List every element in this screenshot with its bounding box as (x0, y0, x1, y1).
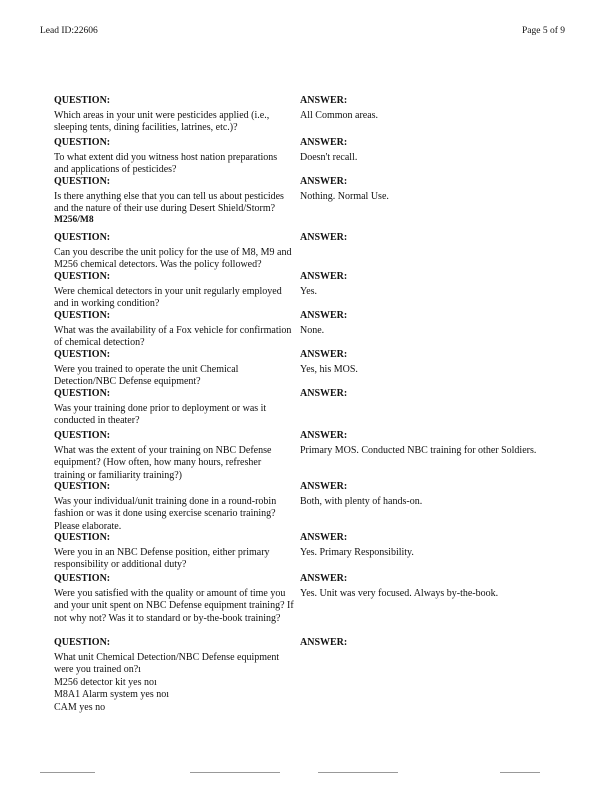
question-text: What was the availability of a Fox vehicle for confirmation of chemical detection? (54, 324, 292, 348)
answer-label: ANSWER: (300, 388, 348, 399)
answer-label: ANSWER: (300, 532, 348, 543)
question-block (54, 532, 294, 572)
answer-block (300, 271, 540, 298)
question-text: Was your training done prior to deployment or was it conducted in theater? (54, 402, 267, 426)
question-block (54, 137, 294, 177)
answer-block (300, 232, 540, 247)
answer-text: Yes, his MOS. (300, 363, 358, 375)
answer-block (300, 137, 540, 164)
question-block (54, 232, 294, 272)
question-block (54, 349, 294, 389)
answer-label: ANSWER: (300, 310, 348, 321)
question-text: What was the extent of your training on NBC Defense equipment? (How often, how many hours, refresher training or familiarity training?) (54, 444, 272, 481)
answer-label: ANSWER: (300, 232, 348, 243)
question-label: QUESTION: (54, 271, 111, 282)
question-text: Were you in an NBC Defense position, either primary responsibility or additional duty? (54, 546, 270, 570)
answer-label: ANSWER: (300, 637, 348, 648)
answer-text: None. (300, 324, 325, 336)
question-text: Which areas in your unit were pesticides applied (i.e., sleeping tents, dining facilities, latrines, etc.)? (54, 109, 270, 133)
question-label: QUESTION: (54, 430, 111, 441)
answer-label: ANSWER: (300, 137, 348, 148)
answer-label: ANSWER: (300, 430, 348, 441)
question-block (54, 637, 294, 714)
answer-block (300, 637, 540, 652)
question-block (54, 271, 294, 311)
answer-text: Yes. Primary Responsibility. (300, 546, 414, 558)
answer-block (300, 573, 540, 600)
answer-block (300, 388, 540, 403)
question-label: QUESTION: (54, 176, 111, 187)
question-block (54, 573, 294, 625)
question-label: QUESTION: (54, 137, 111, 148)
question-text: Was your individual/unit training done in a round-robin fashion or was it done using exercise scenario training? Please elaborate. (54, 495, 277, 532)
question-label: QUESTION: (54, 637, 111, 648)
question-label: QUESTION: (54, 532, 111, 543)
answer-text: Yes. (300, 285, 318, 297)
answer-block (300, 481, 540, 508)
question-label: QUESTION: (54, 388, 111, 399)
question-text: To what extent did you witness host nation preparations and applications of pesticides? (54, 151, 278, 175)
page-number: Page 5 of 9 (522, 26, 566, 36)
answer-block (300, 349, 540, 376)
answer-text: Doesn't recall. (300, 151, 358, 163)
question-block (54, 388, 294, 428)
question-label: QUESTION: (54, 232, 111, 243)
question-label: QUESTION: (54, 349, 111, 360)
answer-label: ANSWER: (300, 481, 348, 492)
answer-block (300, 176, 540, 203)
answer-block (300, 310, 540, 337)
answer-label: ANSWER: (300, 349, 348, 360)
question-block (54, 430, 294, 482)
answer-text: All Common areas. (300, 109, 379, 121)
question-text: Is there anything else that you can tell us about pesticides and the nature of their use during Desert Shield/Storm? (54, 190, 284, 214)
answer-label: ANSWER: (300, 176, 348, 187)
answer-block (300, 430, 540, 457)
question-text: Were you trained to operate the unit Chemical Detection/NBC Defense equipment? (54, 363, 239, 387)
answer-text: Nothing. Normal Use. (300, 190, 389, 202)
answer-text: Yes. Unit was very focused. Always by-the-book. (300, 587, 499, 599)
question-text: Were you satisfied with the quality or amount of time you and your unit spent on NBC Defense equipment training? If not why not? Was it to standard or by-the-book training? (54, 587, 294, 624)
answer-label: ANSWER: (300, 95, 348, 106)
question-text: Can you describe the unit policy for the use of M8, M9 and M256 chemical detectors. Was the policy followed? (54, 246, 292, 270)
question-block (54, 176, 294, 216)
answer-block (300, 95, 540, 122)
lead-id: Lead ID:22606 (40, 26, 98, 36)
question-block (54, 95, 294, 135)
section-heading: M256/M8 (54, 215, 94, 225)
question-block (54, 481, 294, 533)
question-label: QUESTION: (54, 573, 111, 584)
answer-text: Primary MOS. Conducted NBC training for other Soldiers. (300, 444, 537, 456)
question-text: What unit Chemical Detection/NBC Defense equipment were you trained on?ı M256 detector kit yes noı M8A1 Alarm system yes noı CAM yes no (54, 651, 280, 713)
question-label: QUESTION: (54, 481, 111, 492)
question-label: QUESTION: (54, 95, 111, 106)
answer-text: Both, with plenty of hands-on. (300, 495, 423, 507)
answer-label: ANSWER: (300, 271, 348, 282)
question-label: QUESTION: (54, 310, 111, 321)
question-text: Were chemical detectors in your unit regularly employed and in working condition? (54, 285, 282, 309)
answer-label: ANSWER: (300, 573, 348, 584)
question-block (54, 310, 294, 350)
answer-block (300, 532, 540, 559)
